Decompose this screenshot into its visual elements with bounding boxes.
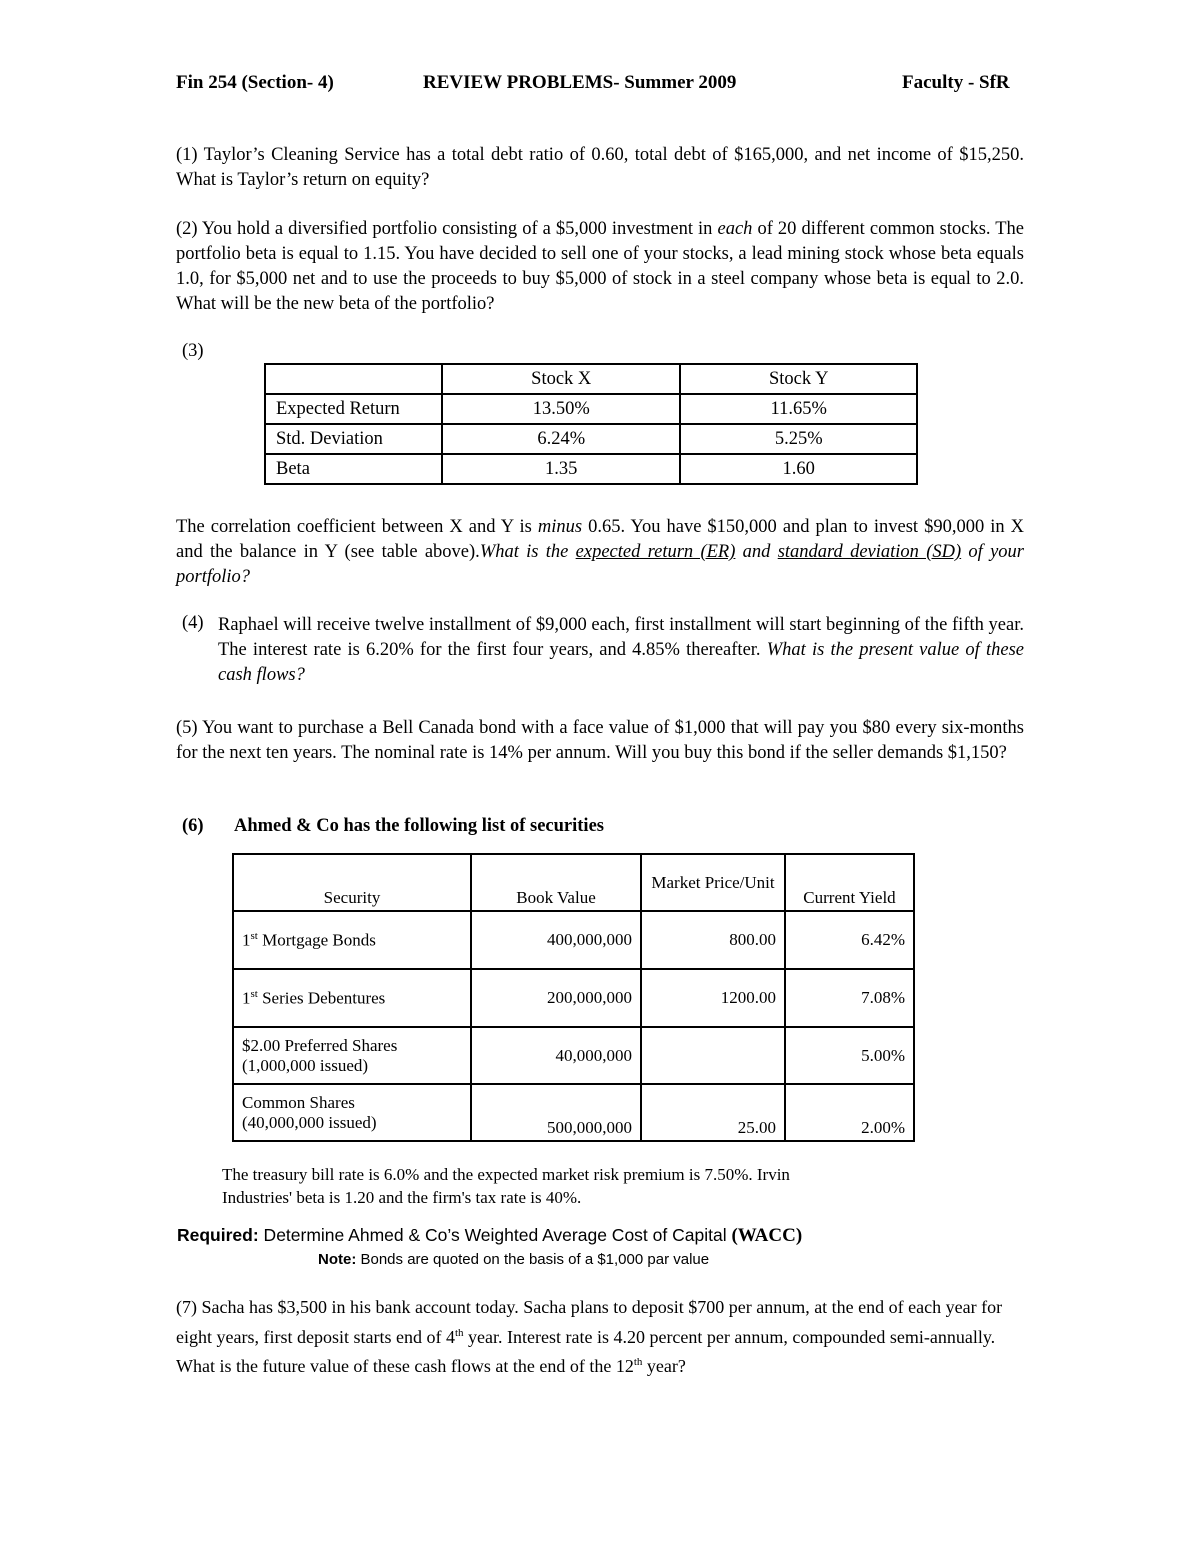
security-ordinal: 1 (242, 930, 251, 950)
header-cell: Market Price/Unit (641, 854, 785, 911)
book-value: 500,000,000 (471, 1084, 641, 1141)
market-price: 25.00 (641, 1084, 785, 1141)
book-value: 200,000,000 (471, 969, 641, 1027)
table-row (233, 1084, 914, 1141)
book-value: 400,000,000 (471, 911, 641, 969)
header-title: REVIEW PROBLEMS- Summer 2009 (423, 72, 737, 93)
q3-text-a: The correlation coefficient between X and Y is (176, 517, 538, 537)
security-cell (233, 911, 471, 969)
header-cell: Stock X (442, 364, 680, 394)
header-cell (265, 364, 442, 394)
q3-expected-return: expected return (ER) (575, 542, 736, 562)
security-name: Series Debentures (257, 988, 386, 1008)
row-label: Expected Return (265, 394, 442, 424)
q3-std-deviation: standard deviation (SD) (777, 542, 962, 562)
security-name: $2.00 Preferred Shares (242, 1035, 398, 1055)
table-header-row (233, 854, 914, 911)
q6-note-line-1: The treasury bill rate is 6.0% and the expected market risk premium is 7.50%. Irvin (222, 1165, 790, 1184)
table-cell: 11.65% (680, 394, 917, 424)
header-faculty: Faculty - SfR (902, 72, 1010, 93)
question-2 (176, 217, 1024, 317)
q4-text: Raphael will receive twelve installment of $9,000 each, first installment will start beginning of the fifth year. The interest rate is 6.20% for the first four years, and 4.85% thereafter. (218, 615, 1024, 660)
q7-sup-1: th (454, 1326, 464, 1339)
current-yield: 2.00% (785, 1084, 914, 1141)
q6-bond-note (318, 1251, 709, 1268)
table-row (233, 1027, 914, 1084)
current-yield: 5.00% (785, 1027, 914, 1084)
current-yield: 6.42% (785, 911, 914, 969)
current-yield: 7.08% (785, 969, 914, 1027)
security-ordinal-suffix: st (250, 987, 258, 1000)
table-cell: 1.60 (680, 454, 917, 484)
question-3-label: (3) (182, 341, 204, 361)
security-name: Mortgage Bonds (257, 930, 376, 950)
security-issued: (1,000,000 issued) (242, 1055, 369, 1075)
stock-comparison-table (264, 363, 918, 485)
note-label: Note: (318, 1251, 357, 1268)
table-row (233, 969, 914, 1027)
q3-question-c: of your portfolio? (176, 542, 1024, 587)
required-text: Determine Ahmed & Co’s Weighted Average Cost of Capital (258, 1225, 732, 1245)
question-4-label: (4) (182, 613, 204, 633)
securities-table (232, 853, 915, 1142)
question-7 (176, 1295, 1024, 1380)
question-1: (1) Taylor’s Cleaning Service has a total debt ratio of 0.60, total debt of $165,000, and net income of $15,250. What is Taylor’s return on equity? (176, 145, 1024, 190)
security-cell (233, 969, 471, 1027)
q2-text-a: (2) You hold a diversified portfolio consisting of a $5,000 investment in (176, 219, 718, 239)
table-cell: 5.25% (680, 424, 917, 454)
security-issued: (40,000,000 issued) (242, 1112, 377, 1132)
q4-question: What is the present value of these cash flows? (218, 640, 1024, 685)
table-row (265, 454, 917, 484)
security-ordinal-suffix: st (250, 929, 258, 942)
market-price: 1200.00 (641, 969, 785, 1027)
q7-text-c: year? (642, 1356, 686, 1376)
row-label: Beta (265, 454, 442, 484)
q7-text-b: year. Interest rate is 4.20 percent per annum, compounded semi-annually. What is the future value of these cash flows at the end of the 12 (176, 1326, 996, 1376)
table-cell: 6.24% (442, 424, 680, 454)
header-cell: Stock Y (680, 364, 917, 394)
question-4 (218, 613, 1024, 688)
question-6-label: (6) (182, 816, 204, 836)
row-label: Std. Deviation (265, 424, 442, 454)
header-course: Fin 254 (Section- 4) (176, 72, 334, 93)
q3-minus: minus (537, 517, 583, 537)
note-text: Bonds are quoted on the basis of a $1,000 par value (356, 1251, 710, 1268)
market-price: 800.00 (641, 911, 785, 969)
header-cell: Security (233, 854, 471, 911)
header-cell: Book Value (471, 854, 641, 911)
table-cell: 13.50% (442, 394, 680, 424)
table-row (233, 911, 914, 969)
q7-sup-2: th (633, 1356, 643, 1368)
question-5: (5) You want to purchase a Bell Canada bond with a face value of $1,000 that will pay you $80 every six-months for the next ten years. The nominal rate is 14% per annum. Will you buy this bond if the seller demands $1,150? (176, 718, 1024, 763)
wacc-label: (WACC) (731, 1225, 803, 1246)
q7-text-a: (7) Sacha has $3,500 in his bank account today. Sacha plans to deposit $700 per annum, at the end of each year for eight years, first deposit starts end of 4 (176, 1297, 1003, 1347)
question-3-text (176, 515, 1024, 590)
q3-text-b: 0.65. You have $150,000 and plan to invest $90,000 in X and the balance in Y (see table above). (176, 517, 1024, 562)
q3-question-a: What is the (479, 542, 576, 562)
header-cell: Current Yield (785, 854, 914, 911)
question-6-title: Ahmed & Co has the following list of securities (234, 816, 604, 836)
q2-text-b: of 20 different common stocks. The portfolio beta is equal to 1.15. You have decided to sell one of your stocks, a lead mining stock whose beta equals 1.0, for $5,000 net and to use the proceeds to buy $5,000 of stock in a steel company whose beta is equal to 2.0. What will be the new beta of the portfolio? (176, 219, 1024, 314)
table-row (265, 424, 917, 454)
table-header-row (265, 364, 917, 394)
table-cell: 1.35 (442, 454, 680, 484)
q6-note-line-2: Industries' beta is 1.20 and the firm's tax rate is 40%. (222, 1188, 582, 1207)
market-price (641, 1027, 785, 1084)
security-cell (233, 1084, 471, 1141)
q2-emph: each (717, 219, 753, 239)
q6-required (177, 1225, 802, 1247)
security-cell (233, 1027, 471, 1084)
required-label: Required: (177, 1225, 259, 1245)
q3-question-b: and (735, 542, 778, 562)
security-ordinal: 1 (242, 988, 251, 1008)
book-value: 40,000,000 (471, 1027, 641, 1084)
security-name: Common Shares (242, 1092, 355, 1112)
table-row (265, 394, 917, 424)
